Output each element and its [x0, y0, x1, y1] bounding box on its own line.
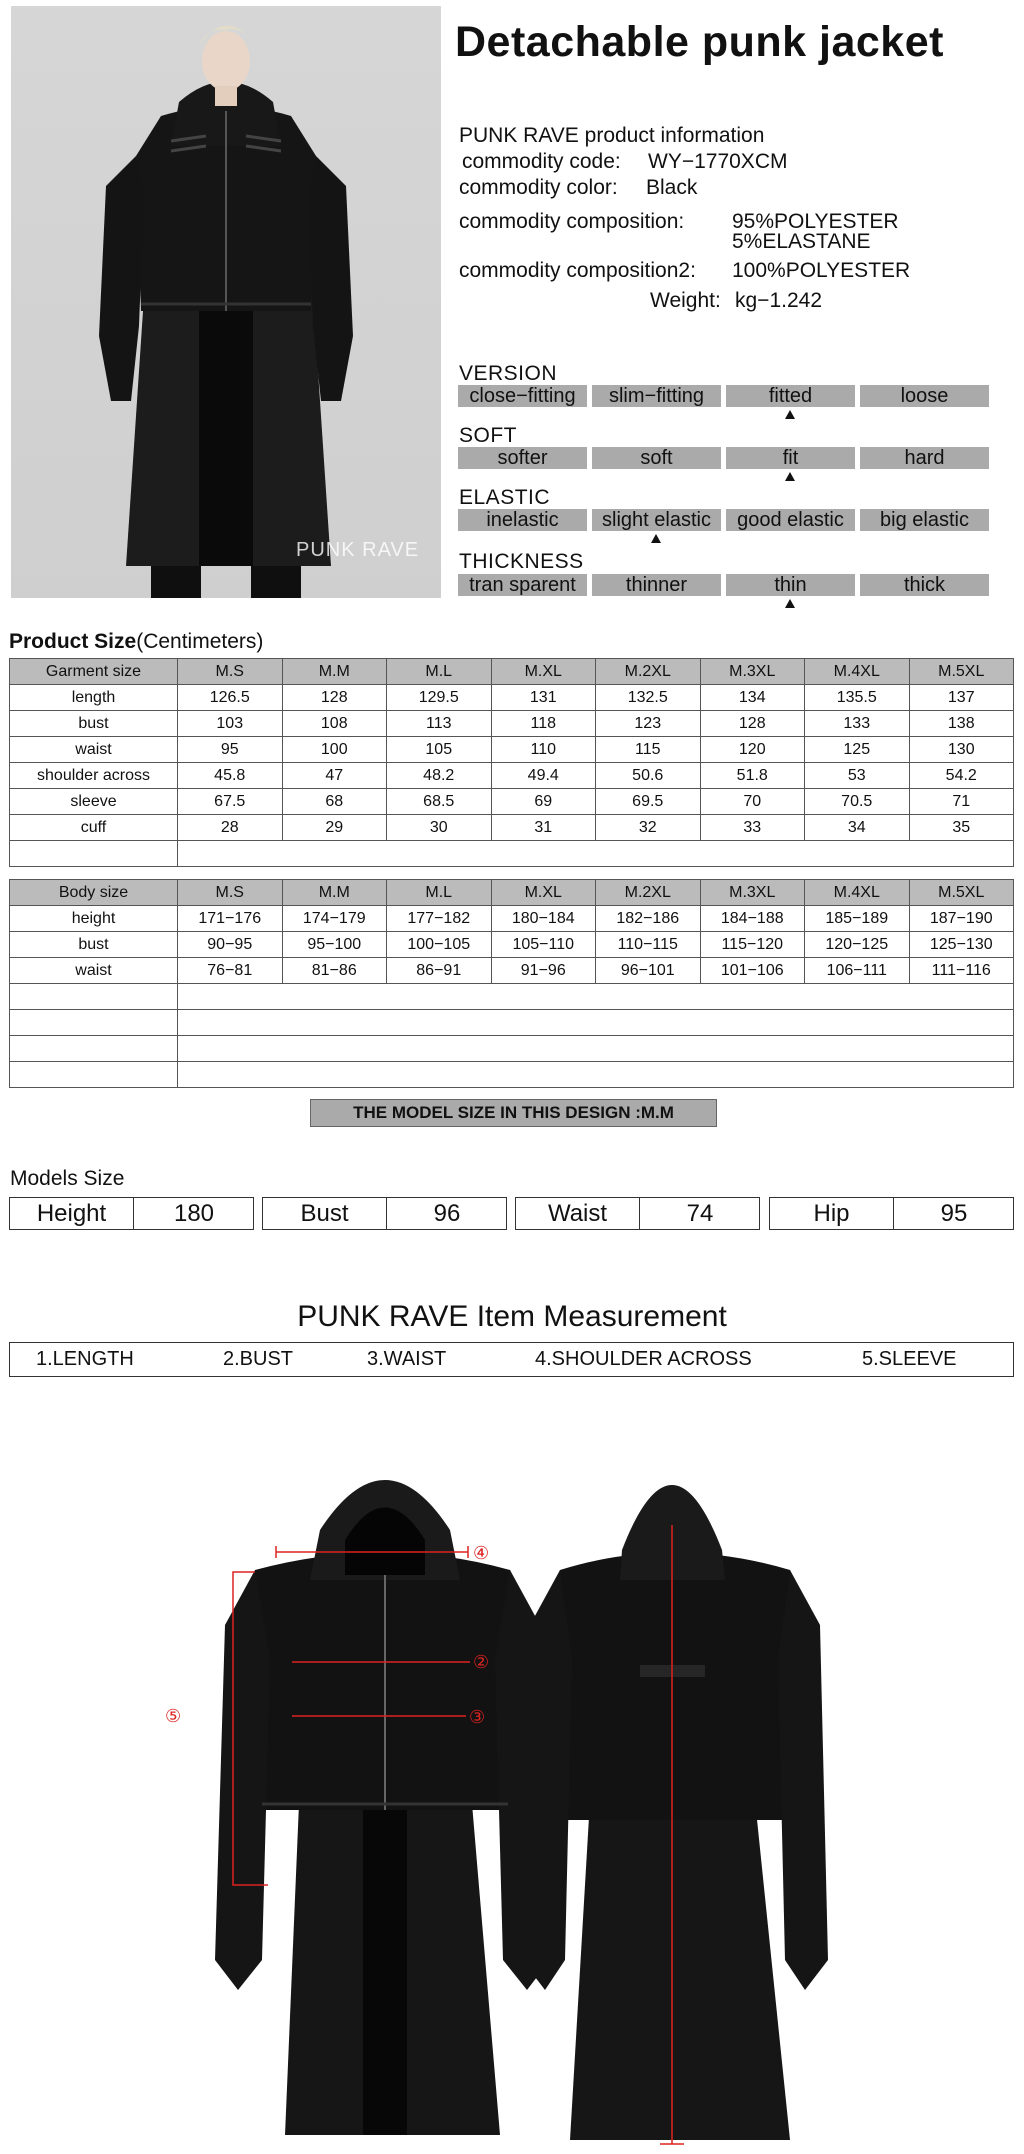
jacket-back [522, 1485, 828, 2140]
table-header-row [10, 880, 1014, 906]
models-size-value: 95 [940, 1200, 968, 1227]
elastic-label: ELASTIC [459, 486, 551, 509]
jacket-front [215, 1480, 550, 2135]
models-size-label: Hip [813, 1200, 850, 1227]
version-option: close−fitting [458, 385, 587, 407]
size-value-cell: 101−106 [700, 958, 805, 984]
size-value-cell: 129.5 [387, 685, 492, 711]
size-value-cell: 110−115 [596, 932, 701, 958]
size-value-cell: 135.5 [805, 685, 910, 711]
size-value-cell: 70.5 [805, 789, 910, 815]
soft-option: softer [458, 447, 587, 469]
size-value-cell: 32 [596, 815, 701, 841]
size-value-cell: 81−86 [282, 958, 387, 984]
product-size-heading: Product Size [9, 630, 137, 653]
size-value-cell: 171−176 [178, 906, 283, 932]
elastic-scale [458, 509, 988, 533]
marker-shoulder: ④ [473, 1543, 490, 1564]
size-value-cell: 30 [387, 815, 492, 841]
size-value-cell: 67.5 [178, 789, 283, 815]
blank-row [10, 1036, 1014, 1062]
soft-selected-marker [785, 472, 795, 481]
size-value-cell: 31 [491, 815, 596, 841]
table-row [10, 763, 1014, 789]
size-value-cell: 69.5 [596, 789, 701, 815]
size-value-cell: 131 [491, 685, 596, 711]
blank-cell [178, 1010, 1014, 1036]
size-value-cell: 120 [700, 737, 805, 763]
size-value-cell: M.5XL [909, 659, 1014, 685]
models-size-label: Waist [547, 1200, 608, 1227]
version-option: loose [860, 385, 989, 407]
size-value-cell: M.XL [491, 659, 596, 685]
size-value-cell: 29 [282, 815, 387, 841]
models-size-label: Bust [300, 1200, 349, 1227]
blank-cell [10, 1062, 178, 1088]
size-value-cell: M.M [282, 880, 387, 906]
models-size-value: 74 [686, 1200, 714, 1227]
measurement-legend [9, 1342, 1014, 1377]
size-value-cell: 118 [491, 711, 596, 737]
size-value-cell: 71 [909, 789, 1014, 815]
row-label-cell: sleeve [10, 789, 178, 815]
weight-label: Weight: [650, 289, 721, 312]
row-label-cell: waist [10, 737, 178, 763]
composition-label: commodity composition: [459, 210, 685, 233]
size-value-cell: M.S [178, 880, 283, 906]
product-size-title [9, 630, 263, 654]
row-label-cell: waist [10, 958, 178, 984]
size-value-cell: 174−179 [282, 906, 387, 932]
size-value-cell: 125−130 [909, 932, 1014, 958]
measurement-item: 4.SHOULDER ACROSS [535, 1348, 752, 1370]
row-label-cell: bust [10, 932, 178, 958]
elastic-option: good elastic [726, 509, 855, 531]
size-value-cell: 182−186 [596, 906, 701, 932]
size-value-cell: 185−189 [805, 906, 910, 932]
blank-cell [178, 1062, 1014, 1088]
thickness-option: thinner [592, 574, 721, 596]
size-value-cell: 70 [700, 789, 805, 815]
size-value-cell: 68.5 [387, 789, 492, 815]
size-value-cell: 95−100 [282, 932, 387, 958]
size-value-cell: 86−91 [387, 958, 492, 984]
marker-sleeve: ⑤ [165, 1706, 182, 1727]
models-size-waist [515, 1197, 760, 1230]
size-value-cell: 35 [909, 815, 1014, 841]
color-label: commodity color: [459, 176, 618, 199]
size-value-cell: 120−125 [805, 932, 910, 958]
size-value-cell: M.L [387, 880, 492, 906]
size-value-cell: 103 [178, 711, 283, 737]
composition-value-2: 5%ELASTANE [732, 230, 871, 253]
size-value-cell: 113 [387, 711, 492, 737]
size-value-cell: M.L [387, 659, 492, 685]
size-value-cell: 187−190 [909, 906, 1014, 932]
size-value-cell: 115−120 [700, 932, 805, 958]
elastic-option: slight elastic [592, 509, 721, 531]
size-value-cell: 132.5 [596, 685, 701, 711]
version-option: slim−fitting [592, 385, 721, 407]
blank-cell [178, 984, 1014, 1010]
size-value-cell: 137 [909, 685, 1014, 711]
size-value-cell: 47 [282, 763, 387, 789]
thickness-scale [458, 574, 988, 598]
size-value-cell: M.3XL [700, 659, 805, 685]
model-size-banner: THE MODEL SIZE IN THIS DESIGN :M.M [310, 1099, 717, 1127]
size-value-cell: 128 [282, 685, 387, 711]
blank-cell [178, 841, 1014, 867]
code-value: WY−1770XCM [648, 150, 788, 173]
row-label-cell: shoulder across [10, 763, 178, 789]
row-label-cell: Garment size [10, 659, 178, 685]
size-value-cell: 28 [178, 815, 283, 841]
size-value-cell: 108 [282, 711, 387, 737]
soft-scale [458, 447, 988, 471]
blank-cell [10, 984, 178, 1010]
blank-cell [10, 1036, 178, 1062]
size-value-cell: 115 [596, 737, 701, 763]
composition2-value: 100%POLYESTER [732, 259, 911, 282]
product-size-unit: (Centimeters) [136, 630, 264, 653]
thickness-label: THICKNESS [459, 550, 584, 573]
thickness-option: thin [726, 574, 855, 596]
size-value-cell: M.XL [491, 880, 596, 906]
soft-option: hard [860, 447, 989, 469]
size-value-cell: 125 [805, 737, 910, 763]
table-row [10, 815, 1014, 841]
size-value-cell: 76−81 [178, 958, 283, 984]
size-value-cell: 69 [491, 789, 596, 815]
size-value-cell: 123 [596, 711, 701, 737]
models-size-value: 96 [433, 1200, 461, 1227]
soft-option: soft [592, 447, 721, 469]
size-value-cell: 128 [700, 711, 805, 737]
size-value-cell: 134 [700, 685, 805, 711]
version-option: fitted [726, 385, 855, 407]
blank-row [10, 1010, 1014, 1036]
watermark: PUNK RAVE [296, 539, 420, 561]
size-value-cell: 100−105 [387, 932, 492, 958]
elastic-selected-marker [651, 534, 661, 543]
measurement-item: 5.SLEEVE [862, 1348, 957, 1370]
models-size-value: 180 [173, 1200, 215, 1227]
thickness-option: tran sparent [458, 574, 587, 596]
size-value-cell: 48.2 [387, 763, 492, 789]
garment-size-table [9, 658, 1014, 867]
model-illustration [11, 6, 441, 598]
size-value-cell: 45.8 [178, 763, 283, 789]
models-size-label: Height [36, 1200, 107, 1227]
size-value-cell: 105 [387, 737, 492, 763]
table-row [10, 906, 1014, 932]
size-value-cell: M.2XL [596, 880, 701, 906]
measurement-item: 2.BUST [223, 1348, 294, 1370]
row-label-cell: Body size [10, 880, 178, 906]
size-value-cell: 95 [178, 737, 283, 763]
elastic-option: big elastic [860, 509, 989, 531]
size-value-cell: M.4XL [805, 659, 910, 685]
size-value-cell: 180−184 [491, 906, 596, 932]
size-value-cell: M.2XL [596, 659, 701, 685]
size-value-cell: 33 [700, 815, 805, 841]
product-photo [11, 6, 441, 598]
models-size-height [9, 1197, 254, 1230]
table-row [10, 932, 1014, 958]
size-value-cell: M.S [178, 659, 283, 685]
color-value: Black [646, 176, 698, 199]
row-label-cell: height [10, 906, 178, 932]
version-scale [458, 385, 988, 409]
version-label: VERSION [459, 362, 558, 385]
row-label-cell: cuff [10, 815, 178, 841]
table-row [10, 789, 1014, 815]
size-value-cell: 34 [805, 815, 910, 841]
measurement-title: PUNK RAVE Item Measurement [297, 1300, 727, 1333]
body-size-table [9, 879, 1014, 1088]
size-value-cell: 53 [805, 763, 910, 789]
marker-bust: ② [473, 1652, 490, 1673]
table-row [10, 685, 1014, 711]
elastic-option: inelastic [458, 509, 587, 531]
size-value-cell: 51.8 [700, 763, 805, 789]
table-header-row [10, 659, 1014, 685]
table-row [10, 737, 1014, 763]
size-value-cell: 126.5 [178, 685, 283, 711]
thickness-option: thick [860, 574, 989, 596]
blank-row [10, 1062, 1014, 1088]
soft-label: SOFT [459, 424, 517, 447]
table-row [10, 958, 1014, 984]
blank-row [10, 841, 1014, 867]
blank-cell [178, 1036, 1014, 1062]
size-value-cell: M.M [282, 659, 387, 685]
size-value-cell: 184−188 [700, 906, 805, 932]
composition2-label: commodity composition2: [459, 259, 696, 282]
size-value-cell: 100 [282, 737, 387, 763]
size-value-cell: 91−96 [491, 958, 596, 984]
measurement-diagram [0, 1400, 1024, 2154]
size-value-cell: 177−182 [387, 906, 492, 932]
size-value-cell: 96−101 [596, 958, 701, 984]
size-value-cell: 49.4 [491, 763, 596, 789]
models-size-hip [769, 1197, 1014, 1230]
table-row [10, 711, 1014, 737]
models-size-title: Models Size [10, 1167, 125, 1190]
size-value-cell: M.4XL [805, 880, 910, 906]
thickness-selected-marker [785, 599, 795, 608]
size-value-cell: M.5XL [909, 880, 1014, 906]
size-value-cell: 106−111 [805, 958, 910, 984]
measurement-item: 1.LENGTH [36, 1348, 134, 1370]
size-value-cell: 90−95 [178, 932, 283, 958]
size-value-cell: 130 [909, 737, 1014, 763]
info-heading: PUNK RAVE product information [459, 124, 765, 147]
size-value-cell: 110 [491, 737, 596, 763]
size-value-cell: M.3XL [700, 880, 805, 906]
size-value-cell: 105−110 [491, 932, 596, 958]
size-value-cell: 50.6 [596, 763, 701, 789]
size-value-cell: 68 [282, 789, 387, 815]
models-size-bust [262, 1197, 507, 1230]
size-value-cell: 54.2 [909, 763, 1014, 789]
blank-cell [10, 841, 178, 867]
row-label-cell: bust [10, 711, 178, 737]
row-label-cell: length [10, 685, 178, 711]
measurement-item: 3.WAIST [367, 1348, 447, 1370]
blank-row [10, 984, 1014, 1010]
size-value-cell: 138 [909, 711, 1014, 737]
size-value-cell: 111−116 [909, 958, 1014, 984]
code-label: commodity code: [462, 150, 621, 173]
composition-value-1: 95%POLYESTER [732, 210, 899, 233]
soft-option: fit [726, 447, 855, 469]
size-value-cell: 133 [805, 711, 910, 737]
marker-waist: ③ [469, 1707, 486, 1728]
page-title: Detachable punk jacket [455, 18, 944, 66]
version-selected-marker [785, 410, 795, 419]
weight-value: kg−1.242 [735, 289, 822, 312]
blank-cell [10, 1010, 178, 1036]
